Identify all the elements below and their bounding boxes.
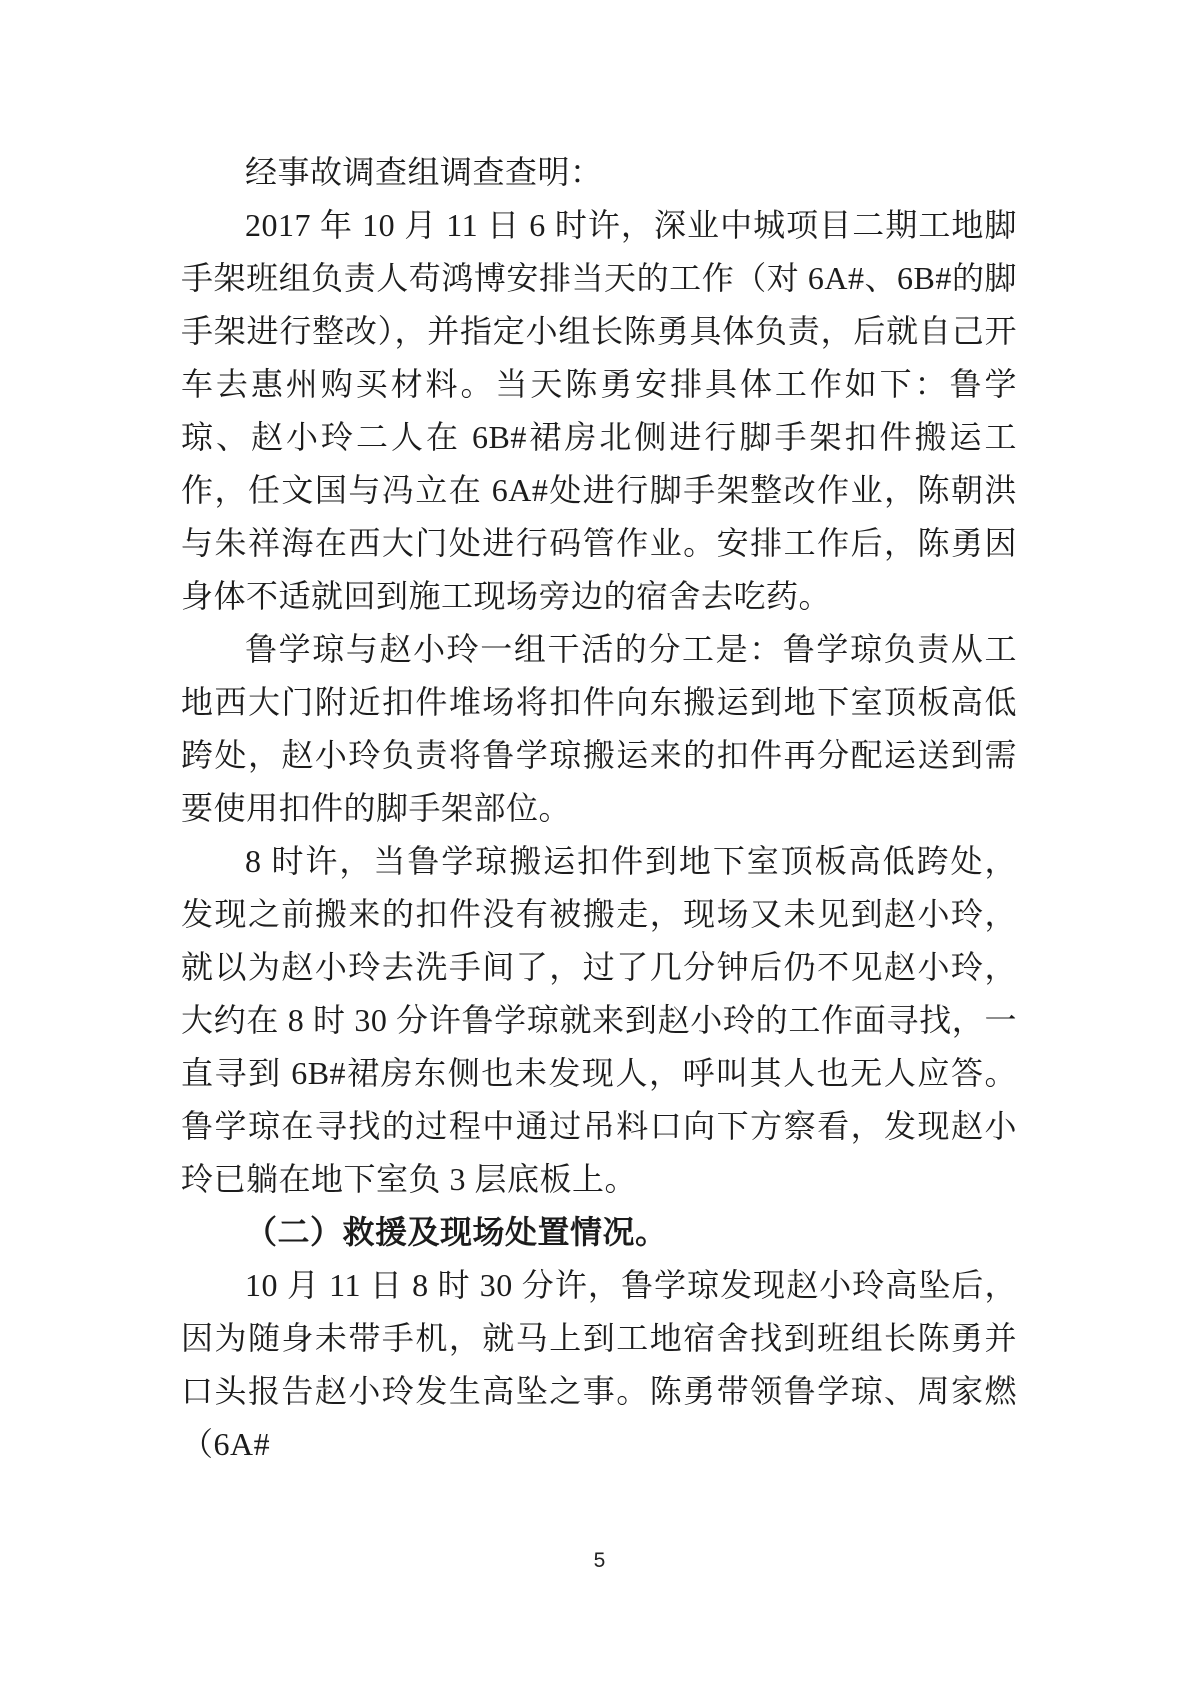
paragraph-rescue-report: 10 月 11 日 8 时 30 分许，鲁学琼发现赵小玲高坠后，因为随身未带手机，就马上到工地宿舍找到班组长陈勇并口头报告赵小玲发生高坠之事。陈勇带领鲁学琼、周家燃（6A# [181,1267,1017,1462]
paragraph-division-of-labor: 鲁学琼与赵小玲一组干活的分工是：鲁学琼负责从工地西大门附近扣件堆场将扣件向东搬运到地下室顶板高低跨处，赵小玲负责将鲁学琼搬运来的扣件再分配运送到需要使用扣件的脚手架部位。 [181,631,1017,826]
section-heading-rescue: （二）救援及现场处置情况。 [245,1214,668,1250]
paragraph-intro: 经事故调查组调查查明： [245,154,603,190]
page-number: 5 [593,1549,606,1572]
document-body [181,146,1017,1471]
paragraph-work-arrangement: 2017 年 10 月 11 日 6 时许，深业中城项目二期工地脚手架班组负责人苟鸿博安排当天的工作（对 6A#、6B#的脚手架进行整改），并指定小组长陈勇具体负责，后就自己开车去惠州购买材料。当天陈勇安排具体工作如下：鲁学琼、赵小玲二人在 6B#裙房北侧进行脚手架扣件搬运工作，任文国与冯立在 6A#处进行脚手架整改作业，陈朝洪与朱祥海在西大门处进行码管作业。安排工作后，陈勇因身体不适就回到施工现场旁边的宿舍去吃药。 [181,207,1017,614]
paragraph-discovery: 8 时许，当鲁学琼搬运扣件到地下室顶板高低跨处，发现之前搬来的扣件没有被搬走，现场又未见到赵小玲，就以为赵小玲去洗手间了，过了几分钟后仍不见赵小玲，大约在 8 时 30 分许鲁学琼就来到赵小玲的工作面寻找，一直寻到 6B#裙房东侧也未发现人，呼叫其人也无人应答。鲁学琼在寻找的过程中通过吊料口向下方察看，发现赵小玲已躺在地下室负 3 层底板上。 [181,843,1017,1197]
